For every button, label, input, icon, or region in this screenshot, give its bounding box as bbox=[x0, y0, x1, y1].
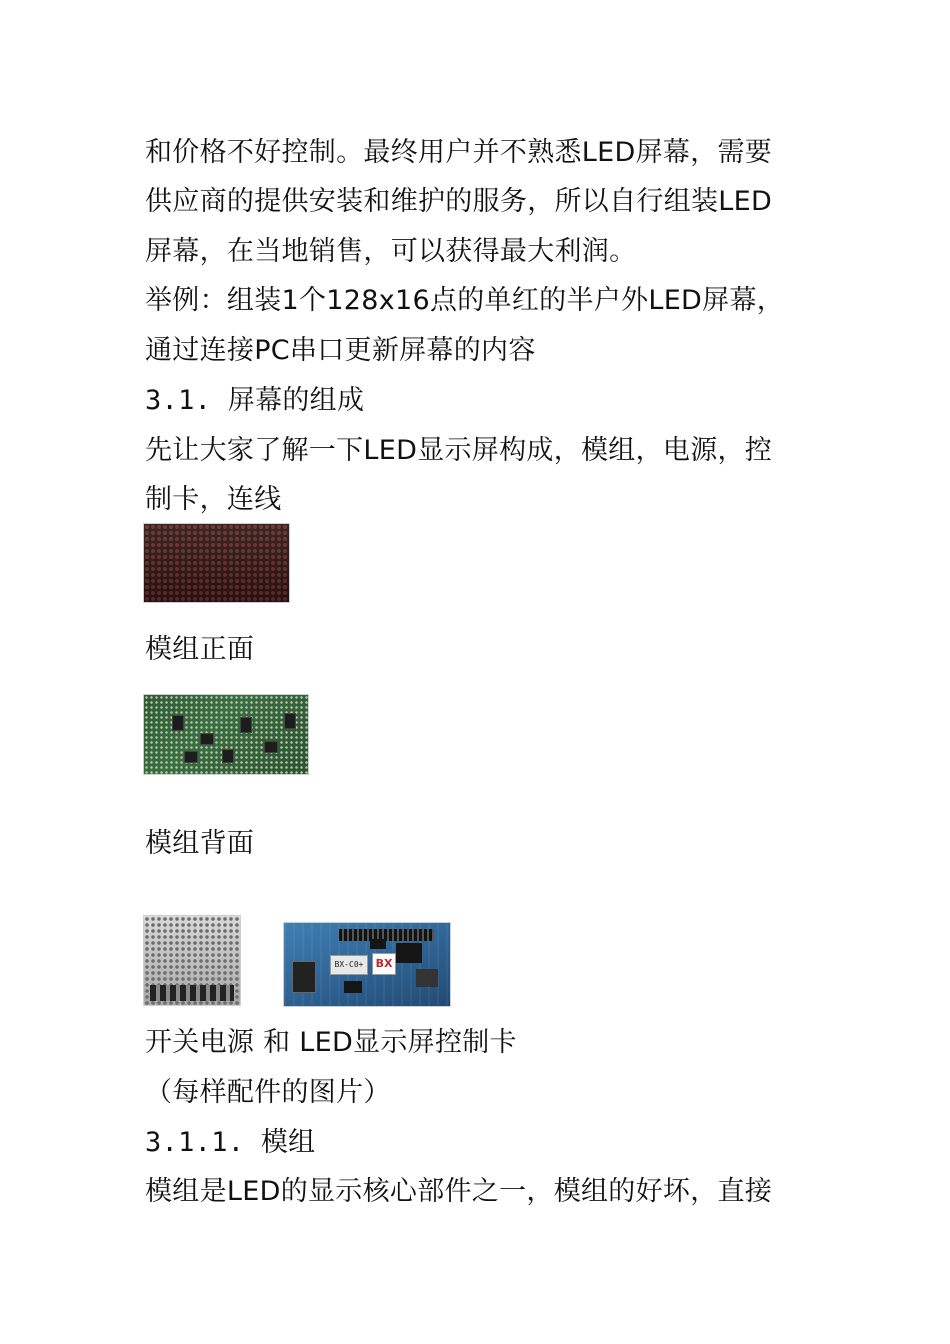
caption-each-part: （每样配件的图片） bbox=[145, 1077, 391, 1108]
controller-card-image bbox=[283, 922, 451, 1007]
caption-module-front: 模组正面 bbox=[145, 634, 255, 665]
paragraph-line: 通过连接PC串口更新屏幕的内容 bbox=[145, 335, 536, 366]
section-heading-3-1: 3.1. 屏幕的组成 bbox=[145, 385, 365, 416]
paragraph-line: 和价格不好控制。最终用户并不熟悉LED屏幕，需要 bbox=[145, 137, 773, 168]
led-module-front-image bbox=[143, 523, 290, 603]
controller-logo: BX bbox=[372, 953, 396, 975]
paragraph-line: 先让大家了解一下LED显示屏构成，模组，电源，控 bbox=[145, 435, 773, 466]
paragraph-line: 供应商的提供安装和维护的服务，所以自行组装LED bbox=[145, 186, 773, 217]
led-module-back-image bbox=[143, 694, 309, 775]
caption-psu-and-card: 开关电源 和 LED显示屏控制卡 bbox=[145, 1027, 517, 1058]
controller-model-label: BX-C0+ bbox=[330, 955, 368, 975]
paragraph-line: 举例：组装1个128x16点的单红的半户外LED屏幕， bbox=[145, 285, 785, 316]
paragraph-line: 模组是LED的显示核心部件之一，模组的好坏，直接 bbox=[145, 1176, 773, 1207]
power-supply-image bbox=[143, 915, 241, 1006]
paragraph-line: 屏幕，在当地销售，可以获得最大利润。 bbox=[145, 236, 637, 267]
section-heading-3-1-1: 3.1.1. 模组 bbox=[145, 1127, 316, 1158]
paragraph-line: 制卡，连线 bbox=[145, 484, 282, 515]
caption-module-back: 模组背面 bbox=[145, 828, 255, 859]
